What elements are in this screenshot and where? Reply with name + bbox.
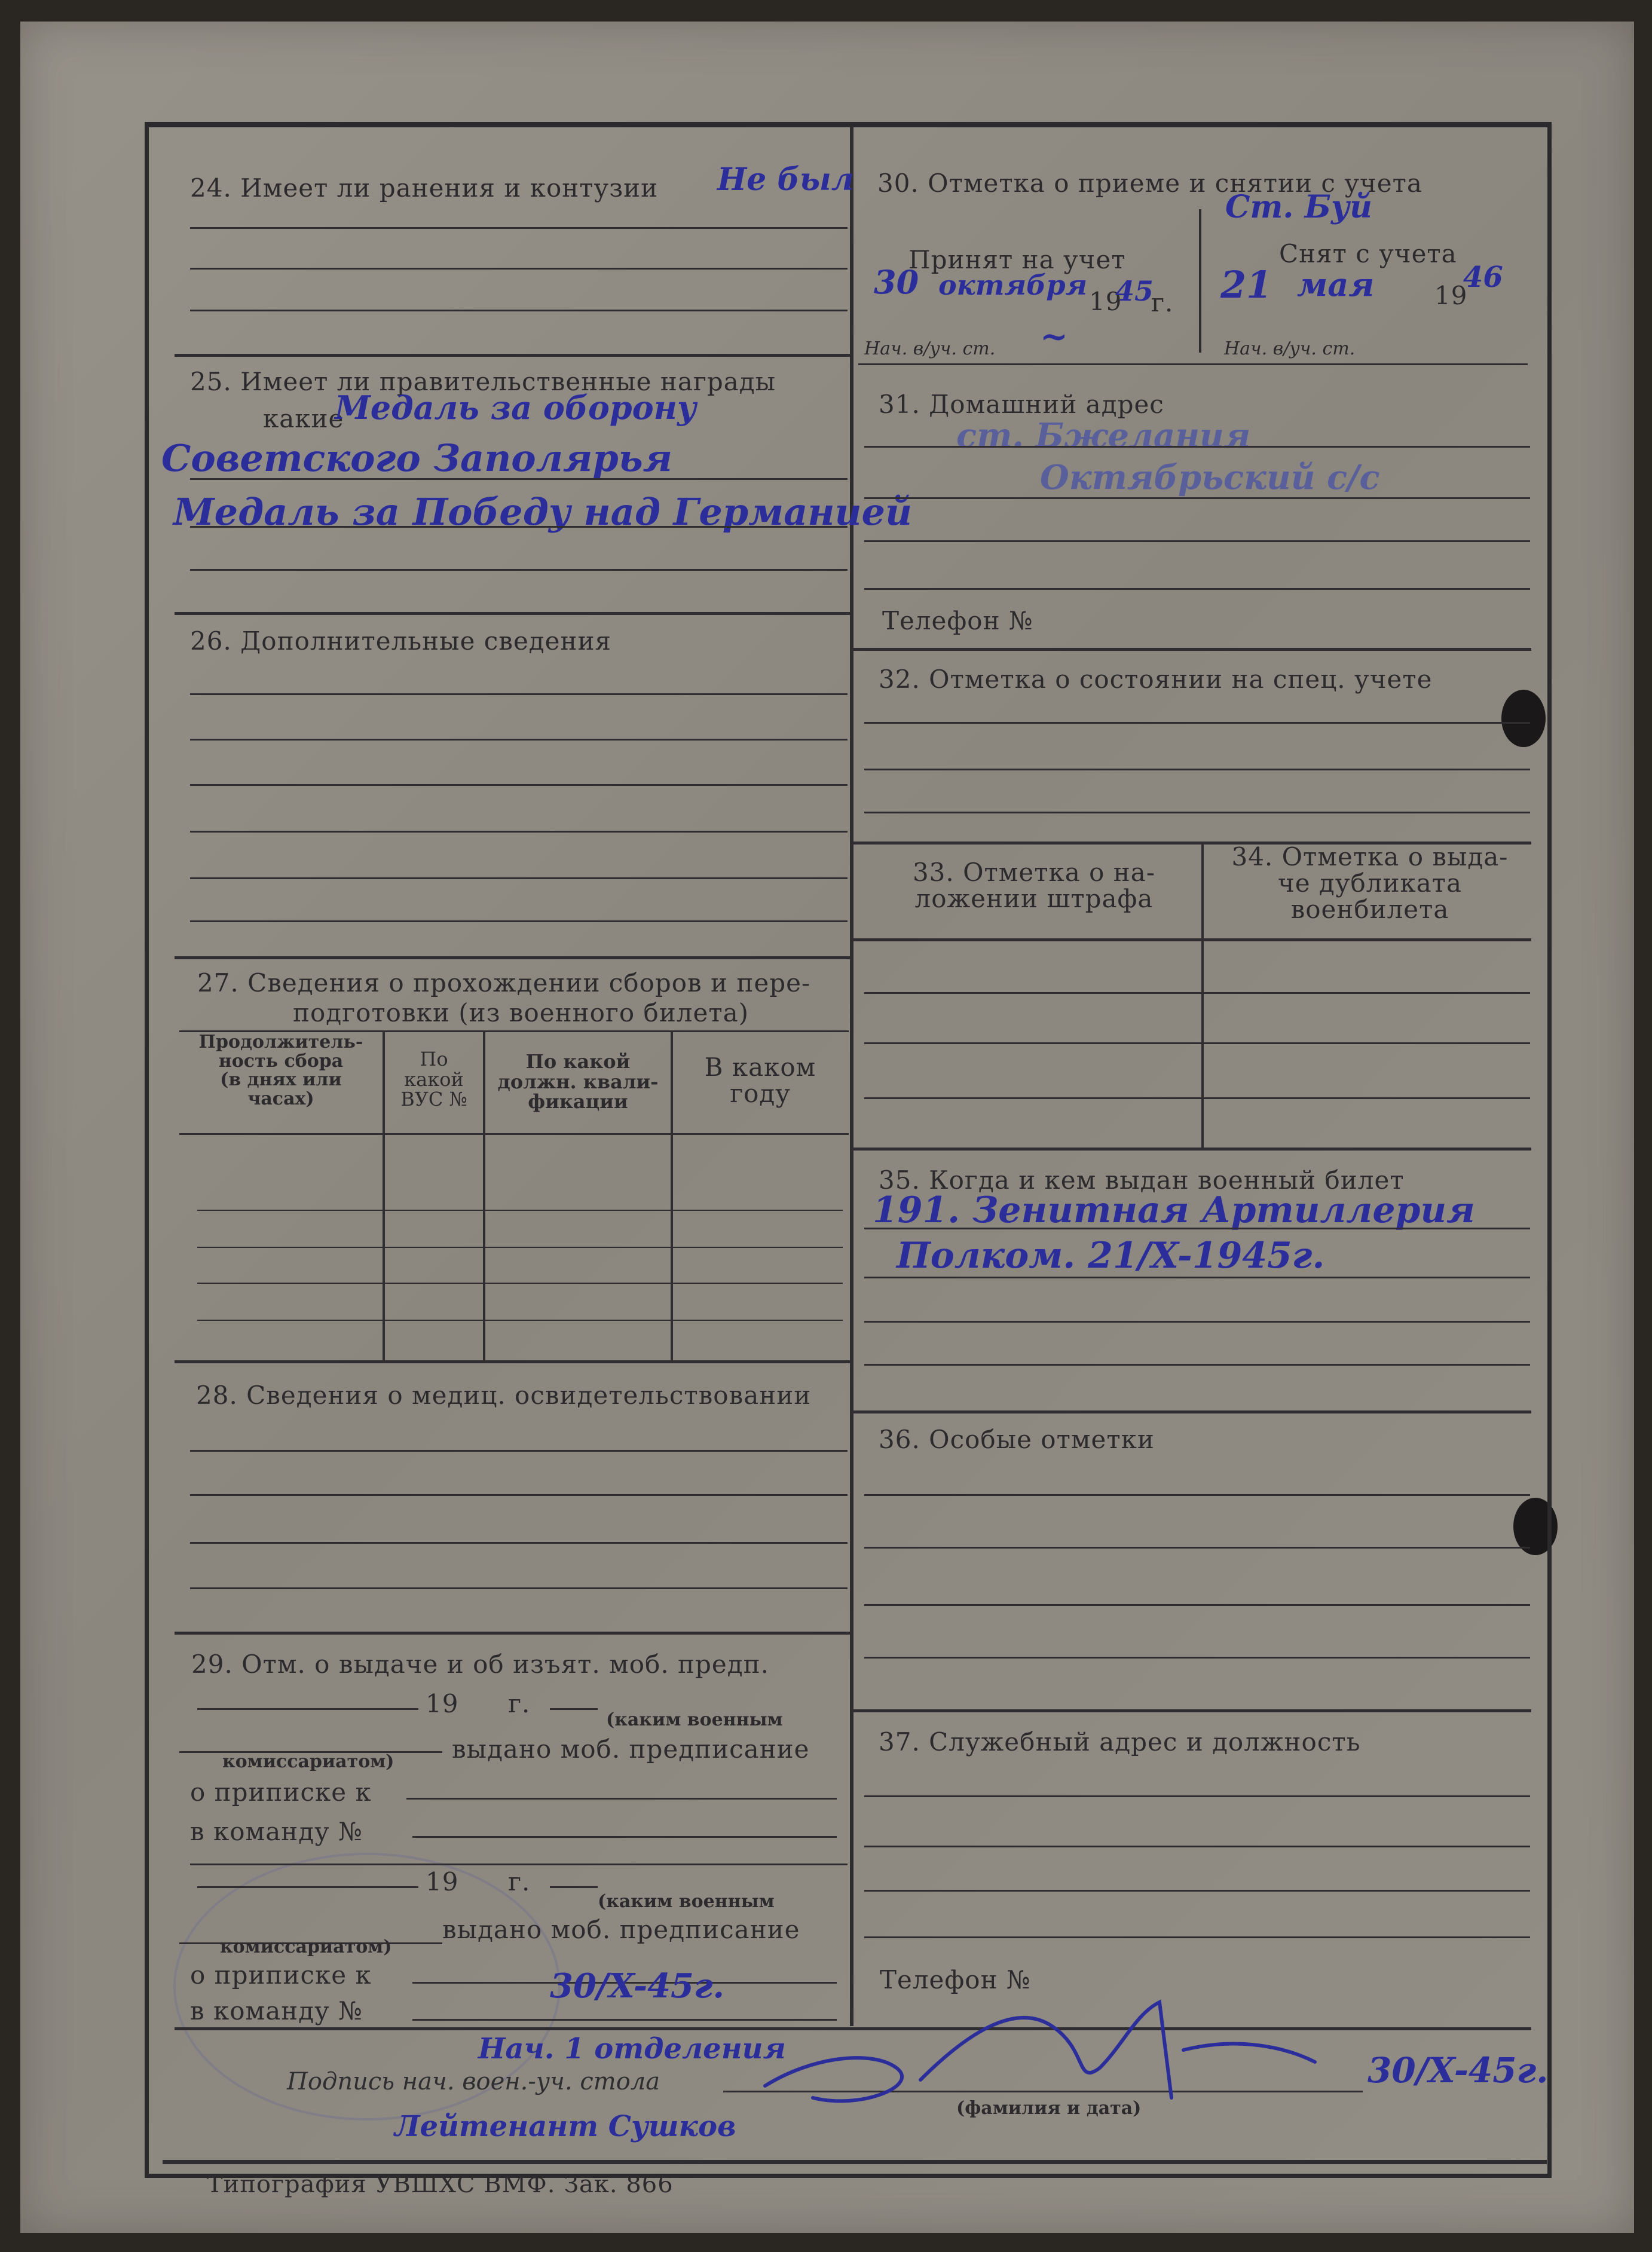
field-30-prinyat-year: 45 (1115, 275, 1154, 307)
field-30-prinyat-month: октября (938, 269, 1088, 301)
field-30-prinyat-day: 30 (874, 263, 919, 301)
signature-label: Подпись нач. воен.-уч. стола (287, 2068, 660, 2095)
col-duration: Продолжитель- ность сбора (в днях или часах) (198, 1032, 363, 1109)
field-30-label: 30. Отметка о приеме и снятии с учета (877, 169, 1422, 198)
field-26-label: 26. Дополнительные сведения (190, 626, 612, 656)
field-29-vydano: выдано моб. предписание (452, 1734, 810, 1764)
col-year: В каком году (704, 1052, 816, 1109)
field-24-label: 24. Имеет ли ранения и контузии (190, 173, 659, 203)
field-25-value-1: Медаль за оборону (335, 388, 697, 427)
phone-label-1: Телефон № (882, 606, 1033, 635)
field-30-year-prefix-2: 19 (1434, 281, 1468, 310)
field-29-komissar: комиссариатом) (222, 1751, 394, 1772)
field-29-komandu: в команду № (190, 1817, 363, 1846)
field-29-komandu-value: 30/X-45г. (550, 1966, 725, 2006)
field-32-label: 32. Отметка о состоянии на спец. учете (879, 665, 1433, 694)
field-29-komissar-2: комиссариатом) (220, 1936, 392, 1957)
field-29-year-2: 19 (426, 1867, 459, 1896)
sign-hand-1: Нач. 1 отделения (478, 2032, 786, 2066)
field-28-label: 28. Сведения о медиц. освидетельствовании (196, 1381, 812, 1410)
field-27-label: 27. Сведения о прохождении сборов и пере- (197, 968, 811, 998)
field-29-kakim-2: (каким военным (598, 1891, 775, 1912)
field-25-value-2: Советского Заполярья (161, 436, 672, 480)
signature-date: 30/X-45г. (1368, 2050, 1549, 2091)
signature-scribble (741, 1978, 1339, 2122)
col-vus: По какой ВУС № (400, 1048, 467, 1111)
field-35-value-2: Полком. 21/X-1945г. (897, 1235, 1325, 1277)
field-29-g-2: г. (508, 1867, 531, 1896)
field-30-g: г. (1151, 288, 1174, 317)
field-30-nach-1: Нач. в/уч. ст. (864, 338, 996, 359)
phone-label-2: Телефон № (880, 1965, 1031, 1994)
field-35-value-1: 191. Зенитная Артиллерия (873, 1189, 1475, 1231)
field-30-prinyat: Принят на учет (908, 245, 1126, 274)
printer-imprint: Типография УВШХС ВМФ. Зак. 866 (207, 2171, 674, 2198)
field-30-sign-1: ~ (1040, 317, 1068, 356)
field-30-station: Ст. Буй (1225, 189, 1372, 225)
field-30-snyat-year: 46 (1463, 261, 1503, 294)
field-29-komandu-2: в команду № (190, 1996, 363, 2025)
field-37-label: 37. Служебный адрес и должность (879, 1727, 1361, 1757)
field-31-value-2: Октябрьский с/с (1040, 458, 1380, 497)
center-divider (850, 126, 853, 2026)
field-34-label: 34. Отметка о выда- че дубликата военбилета (1231, 842, 1509, 925)
field-29-vydano-2: выдано моб. предписание (442, 1915, 800, 1944)
field-25-value-3: Медаль за Победу над Германией (173, 490, 913, 534)
field-36-label: 36. Особые отметки (879, 1425, 1155, 1454)
field-30-nach-2: Нач. в/уч. ст. (1224, 338, 1356, 359)
field-25-label: 25. Имеет ли правительственные награды (190, 367, 776, 396)
field-30-snyat: Снят с учета (1279, 239, 1457, 268)
col-position: По какой должн. квали- фикации (497, 1050, 659, 1113)
field-27-label-2: подготовки (из военного билета) (293, 998, 749, 1027)
field-31-value-1: ст. Бжелания (956, 416, 1251, 455)
field-30-snyat-day: 21 (1220, 263, 1272, 307)
field-30-snyat-month: мая (1297, 265, 1375, 304)
field-29-g: г. (508, 1689, 531, 1718)
field-33-label: 33. Отметка о на- ложении штрафа (912, 858, 1156, 914)
field-35-label: 35. Когда и кем выдан военный билет (879, 1165, 1405, 1195)
field-29-year: 19 (426, 1689, 459, 1718)
field-31-label: 31. Домашний адрес (879, 390, 1164, 419)
field-29-label: 29. Отм. о выдаче и об изъят. моб. предп. (191, 1650, 769, 1679)
field-30-year-prefix: 19 (1089, 287, 1122, 316)
field-29-pripiske: о приписке к (190, 1777, 372, 1807)
field-29-pripiske-2: о приписке к (190, 1960, 372, 1990)
sign-hand-2: Лейтенант Сушков (394, 2110, 736, 2143)
field-24-value: Не был (717, 161, 854, 198)
signature-note: (фамилия и дата) (956, 2098, 1142, 2119)
field-25-kakie: какие (263, 404, 344, 433)
field-29-kakim: (каким военным (606, 1709, 783, 1730)
footer-rule (163, 2160, 1547, 2164)
